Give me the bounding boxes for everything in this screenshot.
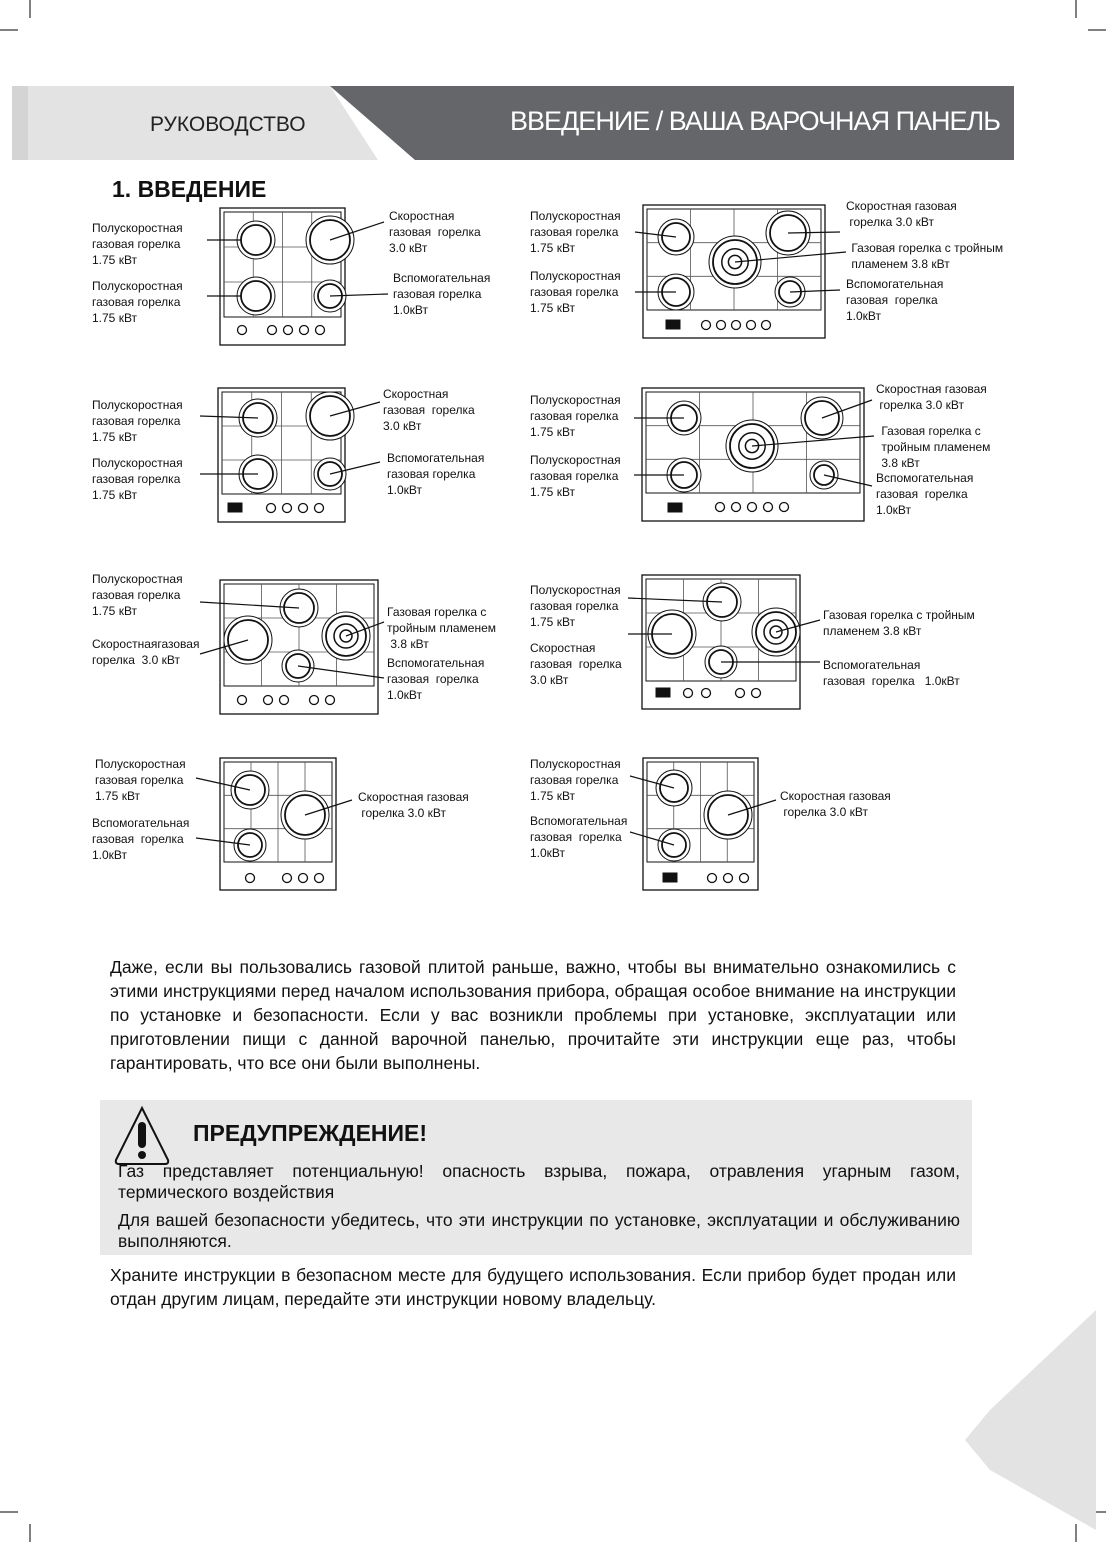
ignition-symbol-icon [668, 503, 682, 512]
burner-label: Скоростная газовая горелка 3.0 кВт [530, 641, 622, 687]
burner-label: Скоростная газовая горелка 3.0 кВт [383, 387, 475, 433]
burner-label: Полускоростная газовая горелка 1.75 кВт [92, 398, 183, 444]
warning-triangle-icon [112, 1104, 172, 1168]
ignition-symbol-icon [228, 503, 242, 512]
control-knob-icon [717, 321, 726, 330]
burner-label: Полускоростная газовая горелка 1.75 кВт [92, 572, 183, 618]
control-knob-icon [267, 504, 276, 513]
burner-label: Вспомогательная газовая горелка 1.0кВт [846, 277, 944, 323]
burner-label: Газовая горелка с тройным пламенем 3.8 кВт [881, 424, 991, 470]
burner-label: Полускоростная газовая горелка 1.75 кВт [92, 456, 183, 502]
warning-text-hazard: Газ представляет потенциальную! опасность взрыва, пожара, отравления угарным газом, термического воздействия [118, 1161, 960, 1202]
control-knob-icon [299, 874, 308, 883]
control-knob-icon [283, 504, 292, 513]
burner-label: Вспомогательная газовая горелка 1.0кВт [92, 816, 190, 862]
closing-paragraph: Храните инструкции в безопасном месте для будущего использования. Если прибор будет продан или отдан другим лицам, передайте эти инструкции новому владельцу. [110, 1265, 956, 1309]
burner-label: Скоростная газовая горелка 3.0 кВт [780, 789, 891, 819]
burner-icon [237, 277, 275, 315]
burner-label: Газовая горелка с тройным пламенем 3.8 кВт [851, 241, 1004, 271]
header-manual-label: РУКОВОДСТВО [150, 113, 306, 136]
warning-title: ПРЕДУПРЕЖДЕНИЕ! [193, 1120, 428, 1146]
burner-label: Газовая горелка с тройным пламенем 3.8 кВт [387, 605, 497, 651]
hob-diagram-5 [200, 580, 384, 714]
control-knob-icon [752, 689, 761, 698]
control-knob-icon [326, 696, 335, 705]
burner-label: Скоростная газовая горелка 3.0 кВт [846, 199, 957, 229]
hob-diagram-7 [196, 758, 352, 890]
control-knob-icon [780, 503, 789, 512]
control-knob-icon [740, 874, 749, 883]
burner-label: Полускоростная газовая горелка 1.75 кВт [530, 393, 621, 439]
burner-label: Вспомогательная газовая горелка 1.0кВт [530, 814, 628, 860]
control-knob-icon [284, 326, 293, 335]
control-knob-icon [299, 504, 308, 513]
control-knob-icon [748, 503, 757, 512]
control-knob-icon [300, 326, 309, 335]
warning-text-safety: Для вашей безопасности убедитесь, что эти инструкции по установке, эксплуатации и обслуживанию выполняются. [118, 1210, 960, 1251]
control-knob-icon [702, 321, 711, 330]
burner-label: Полускоростная газовая горелка 1.75 кВт [92, 279, 183, 325]
burner-label: Вспомогательная газовая горелка 1.0кВт [823, 658, 960, 688]
control-knob-icon [316, 326, 325, 335]
burner-label: Скоростная газовая горелка 3.0 кВт [876, 382, 987, 412]
control-knob-icon [747, 321, 756, 330]
burner-label: Скоростная газовая горелка 3.0 кВт [358, 790, 469, 820]
control-knob-icon [764, 503, 773, 512]
burner-label: Вспомогательная газовая горелка 1.0кВт [393, 271, 491, 317]
ignition-symbol-icon [656, 688, 670, 697]
burner-label: Вспомогательная газовая горелка 1.0кВт [876, 471, 974, 517]
control-knob-icon [238, 696, 247, 705]
control-knob-icon [684, 689, 693, 698]
burner-label: Скоростная газовая горелка 3.0 кВт [389, 209, 481, 255]
control-knob-icon [310, 696, 319, 705]
burner-label: Вспомогательная газовая горелка 1.0кВт [387, 451, 485, 497]
warning-box [100, 1100, 972, 1255]
burner-label: Полускоростная газовая горелка 1.75 кВт [530, 209, 621, 255]
burner-label: Вспомогательная газовая горелка 1.0кВт [387, 656, 485, 702]
burner-label: Газовая горелка с тройным пламенем 3.8 кВт [823, 608, 975, 638]
control-knob-icon [280, 696, 289, 705]
header-section-title: ВВЕДЕНИЕ / ВАША ВАРОЧНАЯ ПАНЕЛЬ [510, 106, 1000, 136]
hob-diagram-6 [628, 575, 820, 709]
page-corner-tab [965, 1310, 1096, 1530]
control-knob-icon [283, 874, 292, 883]
section-heading: 1. ВВЕДЕНИЕ [112, 176, 267, 202]
control-knob-icon [315, 504, 324, 513]
control-knob-icon [238, 326, 247, 335]
hob-diagram-2 [635, 205, 846, 338]
burner-icon [237, 221, 275, 259]
control-knob-icon [708, 874, 717, 883]
control-knob-icon [762, 321, 771, 330]
intro-paragraph: Даже, если вы пользовались газовой плитой раньше, важно, чтобы вы внимательно ознакомились с этими инструкциями перед началом использования прибора, обращая особое внимание на инструкции по установке и безопасности. Если у вас возникли проблемы при установке, эксплуатации или приготовлении пищи с данной варочной панелью, прочитайте эти инструкции еще раз, чтобы гарантировать, что все они были выполнены. [110, 957, 956, 1073]
burner-label: Скоростнаягазовая горелка 3.0 кВт [92, 637, 200, 667]
hob-diagram-1 [207, 208, 388, 345]
burner-label: Полускоростная газовая горелка 1.75 кВт [530, 453, 621, 499]
control-knob-icon [264, 696, 273, 705]
hob-diagram-4 [634, 388, 874, 521]
control-knob-icon [246, 874, 255, 883]
burner-label: Полускоростная газовая горелка 1.75 кВт [530, 583, 621, 629]
hob-diagram-8 [630, 758, 776, 890]
control-knob-icon [716, 503, 725, 512]
burner-label: Полускоростная газовая горелка 1.75 кВт [95, 757, 186, 803]
control-knob-icon [724, 874, 733, 883]
control-knob-icon [736, 689, 745, 698]
control-knob-icon [732, 321, 741, 330]
control-knob-icon [702, 689, 711, 698]
burner-label: Полускоростная газовая горелка 1.75 кВт [530, 269, 621, 315]
hob-diagram-3 [200, 388, 380, 522]
ignition-symbol-icon [663, 873, 677, 882]
burner-label: Полускоростная газовая горелка 1.75 кВт [92, 221, 183, 267]
control-knob-icon [732, 503, 741, 512]
control-knob-icon [268, 326, 277, 335]
burner-label: Полускоростная газовая горелка 1.75 кВт [530, 757, 621, 803]
control-knob-icon [315, 874, 324, 883]
ignition-symbol-icon [666, 320, 680, 329]
